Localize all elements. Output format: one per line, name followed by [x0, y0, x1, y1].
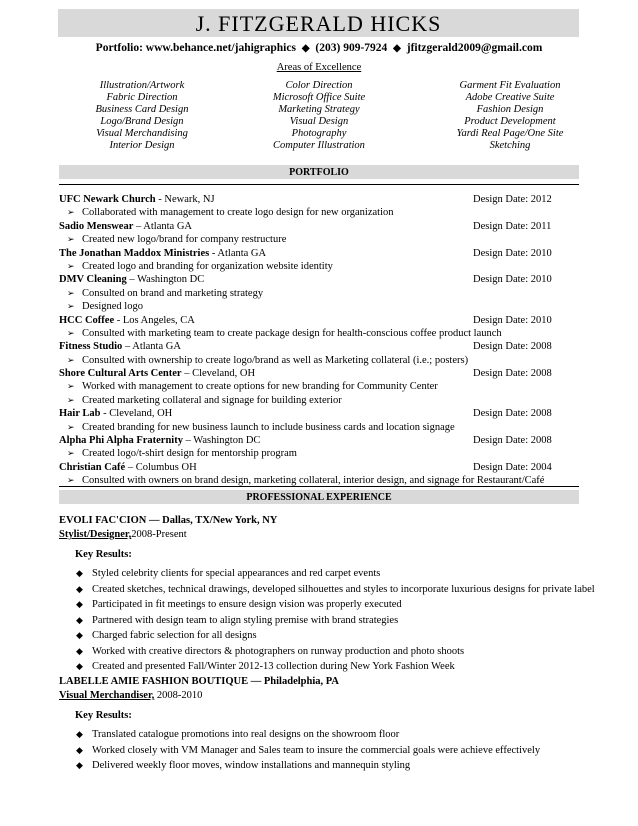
job-role: Visual Merchandiser, [59, 690, 155, 701]
results-list [59, 727, 599, 774]
experience-section-header: PROFESSIONAL EXPERIENCE [59, 490, 579, 504]
job-role-line [59, 528, 599, 542]
portfolio-client: The Jonathan Maddox Ministries [59, 247, 210, 259]
result-item: ◆ Worked closely with VM Manager and Sales team to insure the commercial goals were achieve effectively [59, 743, 599, 759]
portfolio-entry-header [59, 367, 579, 380]
portfolio-entry-header [59, 461, 579, 474]
skill-item: Microsoft Office Suite [272, 92, 366, 104]
portfolio-client: Sadio Menswear [59, 220, 134, 232]
portfolio-client: Alpha Phi Alpha Fraternity [59, 435, 183, 447]
portfolio-location: – Cleveland, OH [184, 368, 256, 380]
result-item: ◆ Styled celebrity clients for special appearances and red carpet events [59, 566, 599, 582]
skill-item: Illustration/Artwork [99, 80, 185, 91]
portfolio-entry-header [59, 193, 579, 206]
portfolio-date: Design Date: 2008 [473, 368, 552, 380]
job-company: EVOLI FAC'CION — Dallas, TX/New York, NY [59, 515, 278, 526]
diamond-bullet-icon: ◆ [76, 744, 83, 755]
portfolio-link[interactable]: Portfolio: www.behance.net/jahigraphics [95, 42, 296, 54]
portfolio-location: - Los Angeles, CA [116, 314, 195, 326]
portfolio-date: Design Date: 2011 [473, 220, 552, 232]
result-item: ◆ Partnered with design team to align styling premise with brand strategies [59, 613, 599, 629]
portfolio-bullet [59, 260, 579, 273]
diamond-bullet-icon: ◆ [76, 614, 83, 625]
portfolio-bullet-text: Created logo and branding for organization website identity [82, 260, 333, 272]
portfolio-client: Shore Cultural Arts Center [59, 368, 182, 380]
job-role: Stylist/Designer, [59, 529, 132, 540]
portfolio-location: – Atlanta GA [124, 341, 181, 353]
portfolio-bullet [59, 421, 579, 434]
arrow-bullet-icon: ➢ [67, 354, 75, 365]
skill-item: Photography [291, 128, 347, 140]
diamond-bullet-icon: ◆ [76, 583, 83, 594]
arrow-bullet-icon: ➢ [67, 234, 75, 245]
skill-item: Interior Design [109, 140, 175, 152]
skill-item: Business Card Design [95, 104, 189, 116]
result-item: ◆ Created sketches, technical drawings, developed silhouettes and styles to incorporate luxurious designs for private label [59, 582, 599, 598]
portfolio-bullet-text: Collaborated with management to create logo design for new organization [82, 207, 394, 219]
portfolio-location: – Columbus OH [127, 461, 197, 473]
diamond-bullet-icon: ◆ [76, 729, 83, 739]
portfolio-date: Design Date: 2010 [473, 247, 552, 259]
result-item: ◆ Worked with creative directors & photographers on runway production and photo shoots [59, 644, 599, 660]
portfolio-entry-header [59, 273, 579, 286]
portfolio-bullet-text: Created new logo/brand for company restructure [82, 234, 287, 246]
portfolio-entry-header [59, 434, 579, 447]
portfolio-bullet [59, 300, 579, 313]
portfolio-location: – Washington DC [129, 274, 205, 286]
portfolio-bullet-text: Worked with management to create options for new branding for Community Center [82, 381, 438, 393]
skill-item: Color Direction [285, 80, 353, 91]
result-item: ◆ Translated catalogue promotions into real designs on the showroom floor [59, 727, 599, 743]
portfolio-client: Christian Café [59, 461, 126, 473]
portfolio-bullet-text: Consulted with marketing team to create package design for health-conscious coffee product launch [82, 327, 502, 339]
portfolio-date: Design Date: 2008 [473, 408, 552, 420]
skill-item: Fashion Design [476, 104, 544, 116]
skill-item: Yardi Real Page/One Site [456, 128, 564, 140]
skill-item: Product Development [464, 116, 556, 128]
job-period: 2008-Present [131, 529, 187, 540]
portfolio-bullet-text: Created marketing collateral and signage for building exterior [82, 394, 342, 406]
arrow-bullet-icon: ➢ [67, 207, 75, 218]
job-company: LABELLE AMIE FASHION BOUTIQUE — Philadelphia, PA [59, 676, 339, 687]
portfolio-bullet-text: Consulted on brand and marketing strategy [82, 287, 264, 299]
skill-item: Fabric Direction [106, 92, 178, 104]
skill-item: Computer Illustration [273, 140, 365, 152]
portfolio-entry-header [59, 220, 579, 233]
portfolio-entry-header [59, 314, 579, 327]
portfolio-bullet [59, 287, 579, 300]
result-item: ◆ Delivered weekly floor moves, window installations and mannequin styling [59, 758, 599, 774]
skill-item: Adobe Creative Suite [465, 92, 555, 104]
diamond-bullet-icon: ◆ [76, 760, 83, 770]
job-role-line [59, 689, 599, 703]
portfolio-location: - Cleveland, OH [103, 408, 173, 420]
arrow-bullet-icon: ➢ [67, 301, 75, 312]
result-item: ◆ Charged fabric selection for all designs [59, 628, 599, 644]
skill-item: Logo/Brand Design [100, 116, 184, 128]
phone-number: (203) 909-7924 [315, 42, 388, 54]
diamond-separator-icon: ◆ [393, 43, 401, 54]
arrow-bullet-icon: ➢ [67, 448, 75, 459]
arrow-bullet-icon: ➢ [67, 327, 75, 338]
portfolio-entry-header [59, 407, 579, 420]
diamond-bullet-icon: ◆ [76, 630, 83, 640]
portfolio-date: Design Date: 2012 [473, 194, 552, 205]
candidate-name: J. FITZGERALD HICKS [195, 11, 442, 36]
result-item: ◆ Participated in fit meetings to ensure design vision was properly executed [59, 597, 599, 613]
skills-column-2 [249, 80, 389, 153]
portfolio-bullet [59, 327, 579, 340]
portfolio-list [59, 193, 579, 501]
portfolio-bullet-text: Consulted with owners on brand design, marketing collateral, interior design, and signage for Restaurant/Café [82, 475, 545, 487]
portfolio-bullet-text: Created logo/t-shirt design for mentorship program [82, 448, 297, 460]
results-list [59, 566, 599, 675]
portfolio-entry-header [59, 247, 579, 260]
skill-item: Garment Fit Evaluation [459, 80, 561, 91]
portfolio-date: Design Date: 2008 [473, 435, 552, 447]
arrow-bullet-icon: ➢ [67, 381, 75, 392]
portfolio-client: HCC Coffee [59, 314, 115, 326]
portfolio-client: Fitness Studio [59, 341, 123, 353]
portfolio-entry-header [59, 340, 579, 353]
diamond-bullet-icon: ◆ [76, 661, 83, 671]
skills-column-3 [440, 80, 580, 153]
portfolio-location: - Newark, NJ [158, 194, 215, 205]
portfolio-bullet [59, 233, 579, 246]
key-results-label: Key Results: [75, 710, 132, 721]
arrow-bullet-icon: ➢ [67, 394, 75, 405]
email-link[interactable]: jfitzgerald2009@gmail.com [406, 42, 543, 54]
portfolio-bullet [59, 206, 579, 219]
skills-column-1 [72, 80, 212, 153]
portfolio-bullet-text: Designed logo [82, 301, 143, 313]
job-entry [59, 675, 599, 774]
skill-item: Visual Design [289, 116, 349, 128]
portfolio-client: UFC Newark Church [59, 194, 156, 205]
portfolio-client: DMV Cleaning [59, 274, 127, 286]
skill-item: Visual Merchandising [96, 128, 188, 140]
skill-item: Marketing Strategy [278, 104, 360, 116]
diamond-bullet-icon: ◆ [76, 645, 83, 656]
portfolio-bullet-text: Consulted with ownership to create logo/brand as well as Marketing collateral (i.e.; posters) [82, 354, 469, 366]
portfolio-location: - Atlanta GA [211, 247, 267, 259]
areas-title: Areas of Excellence [276, 62, 362, 73]
result-item: ◆ Created and presented Fall/Winter 2012-13 collection during New York Fashion Week [59, 659, 599, 675]
job-entry [59, 514, 599, 675]
portfolio-date: Design Date: 2010 [473, 274, 552, 286]
contact-line [0, 42, 638, 54]
arrow-bullet-icon: ➢ [67, 287, 75, 298]
key-results-label: Key Results: [75, 549, 132, 560]
portfolio-bullet [59, 380, 579, 393]
diamond-bullet-icon: ◆ [76, 568, 83, 578]
diamond-separator-icon: ◆ [301, 43, 310, 54]
portfolio-client: Hair Lab [59, 408, 101, 420]
job-period: 2008-2010 [156, 690, 203, 701]
portfolio-date: Design Date: 2010 [473, 314, 552, 326]
skill-item: Sketching [489, 140, 531, 152]
portfolio-date: Design Date: 2008 [473, 341, 552, 353]
diamond-bullet-icon: ◆ [76, 599, 83, 609]
portfolio-bullet [59, 354, 579, 367]
portfolio-location: – Washington DC [185, 435, 261, 447]
divider [59, 184, 579, 185]
arrow-bullet-icon: ➢ [67, 475, 75, 486]
name-header [58, 9, 579, 37]
divider [59, 486, 579, 487]
portfolio-bullet-text: Created branding for new business launch to include business cards and location signage [82, 421, 455, 433]
portfolio-date: Design Date: 2004 [473, 461, 552, 473]
portfolio-bullet [59, 394, 579, 407]
arrow-bullet-icon: ➢ [67, 260, 75, 271]
arrow-bullet-icon: ➢ [67, 421, 75, 432]
portfolio-section-header: PORTFOLIO [59, 165, 579, 179]
portfolio-bullet [59, 447, 579, 460]
portfolio-location: – Atlanta GA [136, 220, 192, 232]
